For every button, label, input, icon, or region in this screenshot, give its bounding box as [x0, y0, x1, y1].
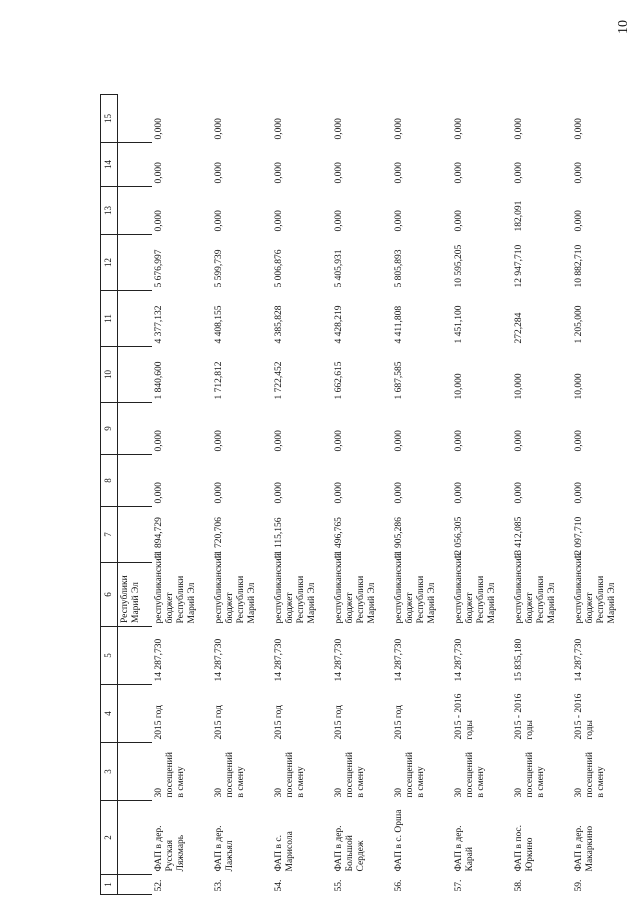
- facility-name-cell: ФАП в с. Марисола: [274, 831, 295, 872]
- value-col-9-cell: 0,000: [454, 430, 464, 452]
- row-number-cell: 54.: [274, 879, 284, 892]
- value-col-13-cell: 0,000: [334, 210, 344, 232]
- page-number: 10: [616, 20, 631, 34]
- value-col-10-cell: 1 712,812: [214, 361, 224, 400]
- period-cell: 2015 год: [154, 705, 164, 740]
- funding-source-cell: республиканский бюджет Республики Марий Эл: [334, 553, 377, 624]
- value-col-7-cell: 11 720,706: [214, 517, 224, 560]
- value-col-12-cell: 10 882,710: [574, 244, 584, 288]
- value-col-10-cell: 1 687,585: [394, 361, 404, 400]
- col-header: 1: [101, 875, 118, 895]
- period-cell: 2015 год: [394, 705, 404, 740]
- capacity-cell: 30 посещений в смену: [334, 752, 366, 798]
- value-col-10-cell: 1 840,600: [154, 361, 164, 400]
- period-cell: 2015 год: [214, 705, 224, 740]
- table-row: [572, 95, 632, 895]
- facility-name-cell: ФАП в дер. Макаркино: [574, 825, 595, 872]
- value-col-7-cell: 11 496,765: [334, 517, 344, 560]
- col-header: 14: [101, 143, 118, 187]
- value-col-11-cell: 1 205,000: [574, 305, 584, 344]
- value-col-8-cell: 0,000: [214, 482, 224, 504]
- value-col-10-cell: 1 722,452: [274, 361, 284, 400]
- value-col-13-cell: 0,000: [574, 210, 584, 232]
- value-col-15-cell: 0,000: [454, 118, 464, 140]
- period-cell: 2015 - 2016 годы: [574, 693, 595, 740]
- value-col-15-cell: 0,000: [214, 118, 224, 140]
- funding-source-cell: республиканский бюджет Республики Марий Эл: [514, 553, 557, 624]
- value-col-13-cell: 0,000: [154, 210, 164, 232]
- row-number-cell: 56.: [394, 879, 404, 892]
- value-col-7-cell: 11 115,156: [274, 517, 284, 560]
- cost-cell: 14 287,730: [274, 638, 284, 682]
- cost-cell: 14 287,730: [574, 638, 584, 682]
- cost-cell: 14 287,730: [454, 638, 464, 682]
- funding-source-cell: республиканский бюджет Республики Марий Эл: [274, 553, 317, 624]
- table-row: [452, 95, 512, 895]
- value-col-14-cell: 0,000: [154, 162, 164, 184]
- capacity-cell: 30 посещений в смену: [154, 752, 186, 798]
- value-col-10-cell: 10,000: [454, 373, 464, 400]
- cost-cell: 14 287,730: [394, 638, 404, 682]
- value-col-12-cell: 5 599,739: [214, 249, 224, 288]
- col-header: 12: [101, 235, 118, 291]
- period-cell: 2015 год: [334, 705, 344, 740]
- value-col-11-cell: 272,284: [514, 312, 524, 344]
- row-number-cell: 55.: [334, 879, 344, 892]
- capacity-cell: 30 посещений в смену: [514, 752, 546, 798]
- value-col-10-cell: 10,000: [574, 373, 584, 400]
- value-col-7-cell: 12 097,710: [574, 516, 584, 560]
- col-header: 10: [101, 347, 118, 403]
- value-col-7-cell: 11 894,729: [154, 517, 164, 560]
- value-col-8-cell: 0,000: [514, 482, 524, 504]
- facility-name-cell: ФАП в дер. Карай: [454, 825, 475, 872]
- value-col-7-cell: 11 905,286: [394, 517, 404, 560]
- facility-name-cell: ФАП в дер. Русская Ляжмарь: [154, 825, 186, 872]
- value-col-12-cell: 5 006,876: [274, 249, 284, 288]
- col-header: 3: [101, 743, 118, 801]
- col-header: 4: [101, 685, 118, 743]
- value-col-8-cell: 0,000: [394, 482, 404, 504]
- row-number-cell: 52.: [154, 879, 164, 892]
- facility-name-cell: ФАП в дер. Лажъял: [214, 825, 235, 872]
- value-col-8-cell: 0,000: [154, 482, 164, 504]
- col-header: 7: [101, 507, 118, 563]
- capacity-cell: 30 посещений в смену: [574, 752, 606, 798]
- col-header: 11: [101, 291, 118, 347]
- value-col-9-cell: 0,000: [274, 430, 284, 452]
- value-col-14-cell: 0,000: [274, 162, 284, 184]
- funding-source-cell: республиканский бюджет Республики Марий Эл: [454, 553, 497, 624]
- value-col-11-cell: 4 428,219: [334, 305, 344, 344]
- value-col-15-cell: 0,000: [514, 118, 524, 140]
- value-col-15-cell: 0,000: [394, 118, 404, 140]
- value-col-11-cell: 4 377,132: [154, 305, 164, 344]
- cost-cell: 15 835,180: [514, 638, 524, 682]
- value-col-9-cell: 0,000: [154, 430, 164, 452]
- value-col-14-cell: 0,000: [394, 162, 404, 184]
- row-number-cell: 53.: [214, 879, 224, 892]
- period-cell: 2015 - 2016 годы: [454, 693, 475, 740]
- value-col-9-cell: 0,000: [214, 430, 224, 452]
- value-col-15-cell: 0,000: [274, 118, 284, 140]
- cost-cell: 14 287,730: [214, 638, 224, 682]
- value-col-10-cell: 10,000: [514, 373, 524, 400]
- funding-source-cell: республиканский бюджет Республики Марий Эл: [154, 553, 197, 624]
- value-col-11-cell: 4 385,828: [274, 305, 284, 344]
- value-col-11-cell: 4 411,808: [394, 305, 404, 344]
- value-col-9-cell: 0,000: [514, 430, 524, 452]
- table-row: [272, 95, 332, 895]
- value-col-7-cell: 13 412,085: [514, 516, 524, 560]
- value-col-14-cell: 0,000: [574, 162, 584, 184]
- table-body: [118, 95, 633, 895]
- value-col-8-cell: 0,000: [334, 482, 344, 504]
- capacity-cell: 30 посещений в смену: [214, 752, 246, 798]
- col-header: 2: [101, 801, 118, 875]
- row-number-cell: 58.: [514, 879, 524, 892]
- row-number-cell: 59.: [574, 879, 584, 892]
- row-number-cell: 57.: [454, 879, 464, 892]
- data-table: [100, 94, 632, 895]
- table-row: [392, 95, 452, 895]
- value-col-12-cell: 5 676,997: [154, 249, 164, 288]
- facility-name-cell: ФАП в пос. Юркино: [514, 824, 535, 872]
- table-row: [152, 95, 212, 895]
- value-col-14-cell: 0,000: [514, 162, 524, 184]
- capacity-cell: 30 посещений в смену: [394, 752, 426, 798]
- value-col-9-cell: 0,000: [394, 430, 404, 452]
- continuation-cell: Республики Марий Эл: [118, 563, 153, 627]
- period-cell: 2015 - 2016 годы: [514, 693, 535, 740]
- cost-cell: 14 287,730: [334, 638, 344, 682]
- value-col-15-cell: 0,000: [154, 118, 164, 140]
- value-col-13-cell: 0,000: [454, 210, 464, 232]
- col-header: 15: [101, 95, 118, 143]
- value-col-13-cell: 0,000: [274, 210, 284, 232]
- value-col-14-cell: 0,000: [214, 162, 224, 184]
- value-col-8-cell: 0,000: [454, 482, 464, 504]
- value-col-12-cell: 5 405,931: [334, 249, 344, 288]
- rotated-table-container: [100, 95, 620, 895]
- value-col-13-cell: 0,000: [214, 210, 224, 232]
- value-col-13-cell: 0,000: [394, 210, 404, 232]
- col-header: 8: [101, 455, 118, 507]
- value-col-15-cell: 0,000: [574, 118, 584, 140]
- capacity-cell: 30 посещений в смену: [274, 752, 306, 798]
- cost-cell: 14 287,730: [154, 638, 164, 682]
- value-col-8-cell: 0,000: [274, 482, 284, 504]
- col-header: 5: [101, 627, 118, 685]
- value-col-12-cell: 5 805,893: [394, 249, 404, 288]
- value-col-10-cell: 1 662,615: [334, 361, 344, 400]
- col-header: 13: [101, 187, 118, 235]
- period-cell: 2015 год: [274, 705, 284, 740]
- value-col-12-cell: 10 595,205: [454, 244, 464, 288]
- funding-source-cell: республиканский бюджет Республики Марий Эл: [574, 553, 617, 624]
- value-col-8-cell: 0,000: [574, 482, 584, 504]
- value-col-9-cell: 0,000: [334, 430, 344, 452]
- funding-source-cell: республиканский бюджет Республики Марий Эл: [394, 553, 437, 624]
- table-row: [332, 95, 392, 895]
- col-header: 9: [101, 403, 118, 455]
- value-col-9-cell: 0,000: [574, 430, 584, 452]
- funding-source-cell: республиканский бюджет Республики Марий Эл: [214, 553, 257, 624]
- capacity-cell: 30 посещений в смену: [454, 752, 486, 798]
- column-number-header: [101, 95, 118, 895]
- value-col-11-cell: 4 408,155: [214, 305, 224, 344]
- value-col-15-cell: 0,000: [334, 118, 344, 140]
- facility-name-cell: ФАП в с. Орша: [394, 809, 404, 872]
- value-col-11-cell: 1 451,100: [454, 305, 464, 344]
- value-col-14-cell: 0,000: [454, 162, 464, 184]
- value-col-12-cell: 12 947,710: [514, 244, 524, 288]
- col-header: 6: [101, 563, 118, 627]
- value-col-14-cell: 0,000: [334, 162, 344, 184]
- value-col-13-cell: 182,091: [514, 200, 524, 232]
- table-row: [512, 95, 572, 895]
- facility-name-cell: ФАП в дер. Большой Сердеж: [334, 825, 366, 872]
- table-row: [212, 95, 272, 895]
- value-col-7-cell: 12 056,305: [454, 516, 464, 560]
- continuation-row: [118, 95, 153, 895]
